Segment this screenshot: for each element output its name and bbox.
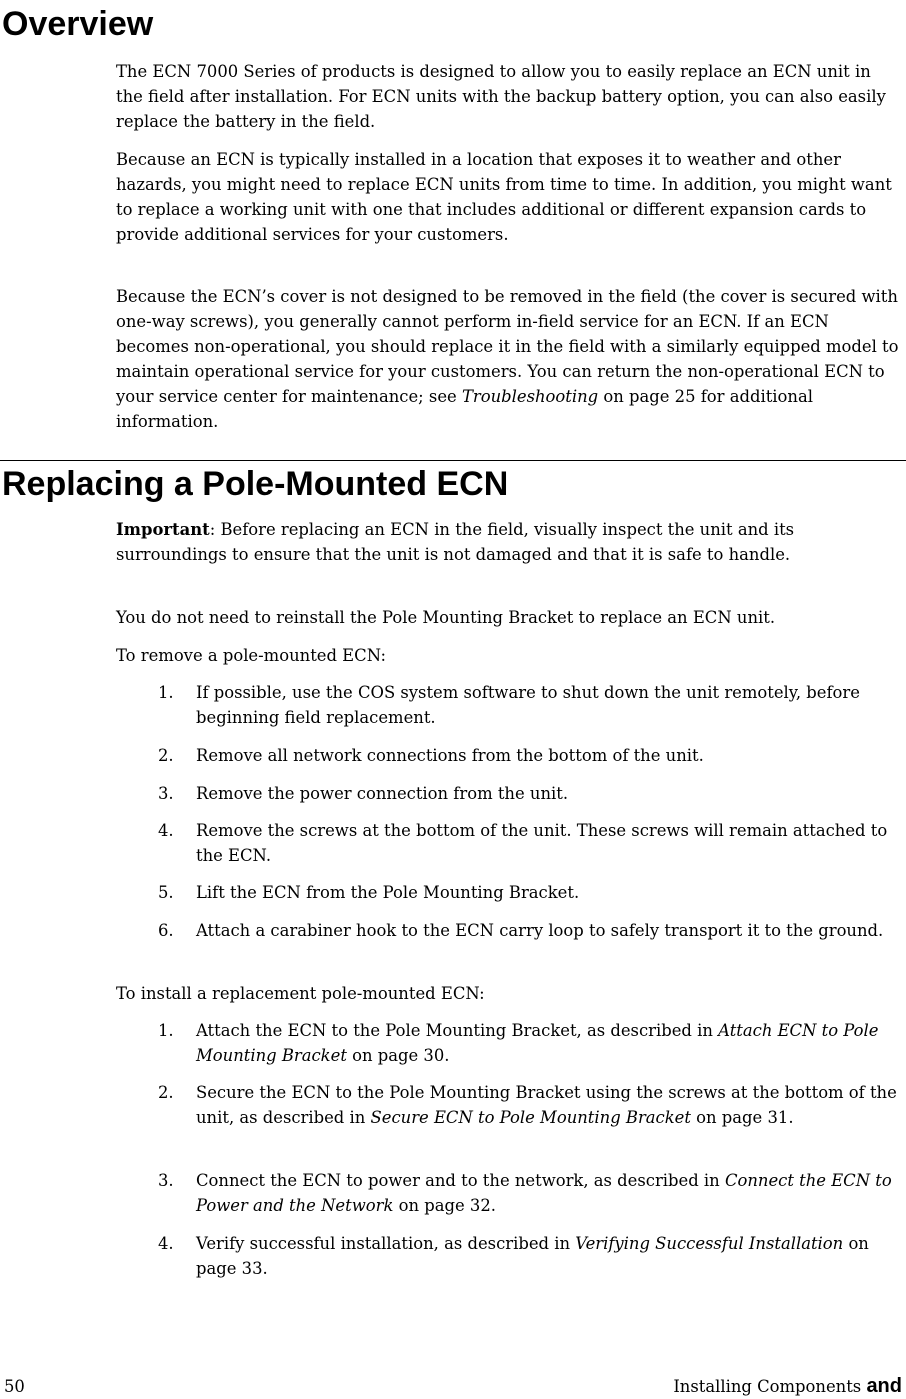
text: on page 31.: [690, 1108, 794, 1127]
text: on page 32.: [393, 1196, 496, 1215]
step-number: 2.: [158, 1083, 174, 1102]
footer-section: [673, 1374, 902, 1399]
step-text: [196, 1231, 902, 1281]
text: on page 30.: [346, 1046, 450, 1065]
text: Verify successful installation, as described in: [196, 1234, 576, 1253]
step-text: Remove all network connections from the bottom of the unit.: [196, 746, 704, 765]
step-text: Lift the ECN from the Pole Mounting Bracket.: [196, 883, 580, 902]
remove-step: [158, 781, 902, 806]
text: Secure the ECN to the Pole Mounting Bracket using the screws at the bottom of the unit, as described in: [196, 1083, 897, 1127]
section-divider: [0, 460, 906, 461]
remove-step: [158, 680, 902, 730]
step-number: 3.: [158, 1171, 174, 1190]
install-step: [158, 1231, 902, 1281]
step-number: 2.: [158, 746, 174, 765]
step-number: 4.: [158, 821, 174, 840]
step-text: [196, 1168, 902, 1218]
step-text: Remove the power connection from the unit.: [196, 784, 569, 803]
install-step: [158, 1168, 902, 1218]
step-number: 6.: [158, 921, 174, 940]
step-number: 1.: [158, 1021, 174, 1040]
step-text: If possible, use the COS system software to shut down the unit remotely, before beginning field replacement.: [196, 683, 860, 727]
overview-paragraph-2: Because an ECN is typically installed in a location that exposes it to weather and other hazards, you might need to replace ECN units from time to time. In addition, you might want to replace a working unit with one that includes additional or different expansion cards to provide additional services for your customers.: [116, 150, 892, 244]
text: on page 25 for additional information.: [116, 387, 813, 431]
install-step: [158, 1080, 902, 1130]
text: Attach the ECN to the Pole Mounting Bracket, as described in: [196, 1021, 719, 1040]
remove-step: [158, 918, 902, 943]
text: on page 33.: [196, 1234, 869, 1278]
step-number: 5.: [158, 883, 174, 902]
section-reference: Secure ECN to Pole Mounting Bracket: [370, 1108, 691, 1127]
step-number: 1.: [158, 683, 174, 702]
page-number: 50: [4, 1377, 25, 1396]
step-text: Attach a carabiner hook to the ECN carry loop to safely transport it to the ground.: [196, 921, 884, 940]
important-label: Important: [116, 520, 210, 539]
section-reference: Connect the ECN to Power and the Network: [196, 1171, 892, 1215]
step-text: [196, 1018, 902, 1068]
remove-step: [158, 743, 902, 768]
install-intro: To install a replacement pole-mounted ECN:: [116, 984, 485, 1003]
step-text: [196, 1080, 902, 1130]
section-reference: Verifying Successful Installation: [575, 1234, 844, 1253]
section-reference: Attach ECN to Pole Mounting Bracket: [196, 1021, 879, 1065]
overview-paragraph-3: [116, 284, 902, 434]
text: Connect the ECN to power and to the network, as described in: [196, 1171, 725, 1190]
install-step: [158, 1018, 902, 1068]
text: Because the ECN’s cover is not designed to be removed in the field (the cover is secured with one-way screws), you generally cannot perform in-field service for an ECN. If an ECN becomes non-operational, you should replace it in the field with a similarly equipped model to maintain operational service for your customers. You can return the non-operational ECN to your service center for maintenance; see: [116, 287, 899, 406]
important-note: [116, 517, 902, 567]
remove-step: [158, 818, 902, 868]
text-bold: and: [866, 1375, 902, 1397]
step-text: Remove the screws at the bottom of the unit. These screws will remain attached to the ECN.: [196, 821, 888, 865]
step-number: 4.: [158, 1234, 174, 1253]
remove-step: [158, 880, 902, 905]
remove-intro: To remove a pole-mounted ECN:: [116, 646, 386, 665]
overview-heading: Overview: [2, 5, 154, 43]
replacing-heading: Replacing a Pole-Mounted ECN: [2, 465, 509, 503]
text: Installing Components: [673, 1377, 867, 1396]
text: : Before replacing an ECN in the field, visually inspect the unit and its surroundings to ensure that the unit is not damaged and that it is safe to handle.: [116, 520, 795, 564]
troubleshooting-reference: Troubleshooting: [461, 387, 599, 406]
step-number: 3.: [158, 784, 174, 803]
bracket-note: You do not need to reinstall the Pole Mounting Bracket to replace an ECN unit.: [116, 608, 776, 627]
overview-paragraph-1: The ECN 7000 Series of products is designed to allow you to easily replace an ECN unit in the field after installation. For ECN units with the backup battery option, you can also easily replace the battery in the field.: [116, 62, 886, 131]
